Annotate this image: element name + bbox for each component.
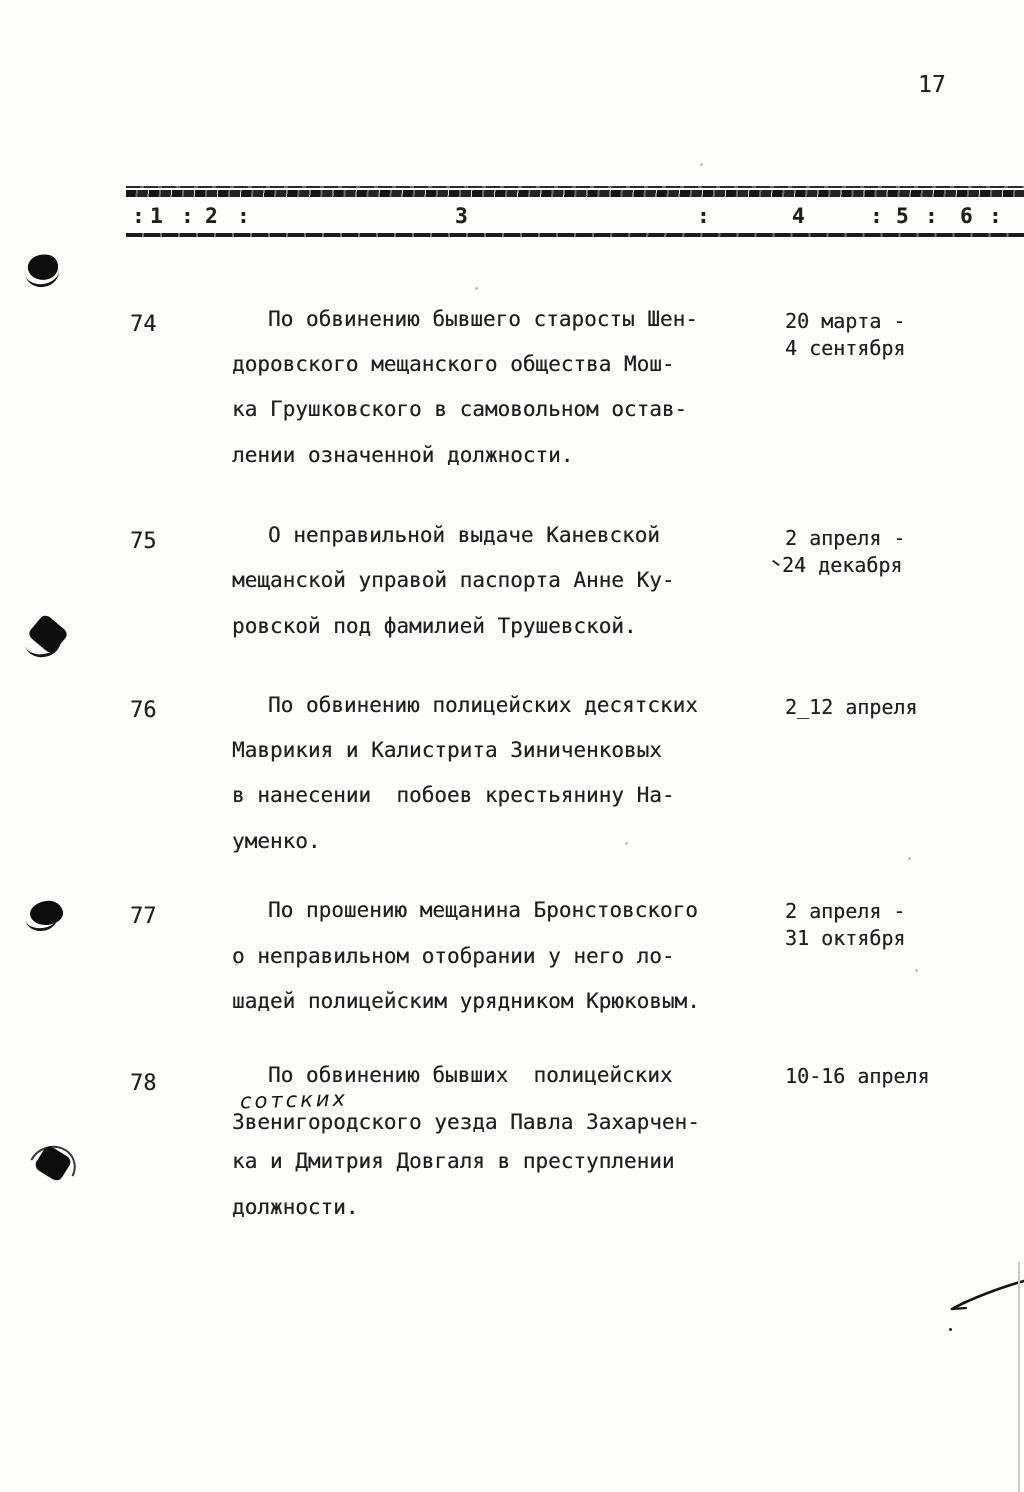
column-separator: : [181, 204, 194, 228]
scan-speck [235, 963, 238, 966]
column-separator: : [870, 204, 883, 228]
entry-description-line: По прошению мещанина Бронстовского [268, 898, 698, 922]
entry-date-line: 4 сентября [785, 336, 906, 360]
entry-description-line: шадей полицейским урядником Крюковым. [232, 989, 700, 1013]
entry-description-line: доровского мещанского общества Мош- [232, 352, 675, 376]
entry-description-line: ровской под фамилией Трушевской. [232, 614, 637, 638]
entry-date-line: 31 октября [785, 926, 906, 950]
entry-description-line: лении означенной должности. [232, 443, 574, 467]
entry-description-line: уменко. [232, 829, 321, 853]
entry-description-line: ка Грушковского в самовольном остав- [232, 397, 688, 421]
column-header-6: 6 [960, 204, 973, 228]
entry-description-line: Звенигородского уезда Павла Захарчен- [232, 1110, 700, 1134]
entry-description-line: должности. [232, 1195, 359, 1219]
entry-description-line: О неправильной выдаче Каневской [268, 523, 660, 547]
scan-speck [908, 857, 911, 860]
column-separator: : [925, 204, 938, 228]
column-separator: : [697, 204, 710, 228]
entry-description-line: в нанесении побоев крестьянину На- [232, 783, 675, 807]
table-header-rule-top-thick [126, 190, 1024, 197]
page-number: 17 [918, 72, 946, 98]
entry-date-line: 2 апреля - [785, 526, 906, 550]
column-header-2: 2 [205, 204, 218, 228]
entry-number: 78 [130, 1071, 157, 1096]
entry-description-line: По обвинению полицейских десятских [268, 693, 698, 717]
entry-date-line: 24 декабря [782, 553, 903, 577]
column-header-4: 4 [792, 204, 805, 228]
table-header-rule-top-thin [126, 186, 1024, 188]
entry-number: 77 [130, 904, 157, 929]
entry-number: 74 [130, 312, 157, 337]
entry-description-line: ка и Дмитрия Довгаля в преступлении [232, 1149, 675, 1173]
ink-blob-tail [25, 639, 63, 660]
entry-description-line: мещанской управой паспорта Анне Ку- [232, 568, 675, 592]
entry-description-line: о неправильном отобрании у него ло- [232, 944, 675, 968]
table-header-rule-bottom [126, 233, 1024, 237]
pen-dot [949, 1328, 952, 1331]
scan-speck [625, 842, 628, 845]
entry-date-line: 2_12 апреля [785, 695, 918, 719]
pen-stroke-arrow [944, 1272, 1024, 1322]
entry-date-line: 10-16 апреля [785, 1064, 930, 1088]
entry-description-line: По обвинению бывших полицейских [268, 1063, 673, 1087]
entry-description-line: Маврикия и Калистрита Зиниченковых [232, 738, 662, 762]
scan-speck [475, 287, 478, 290]
ink-blob-tail [25, 916, 58, 932]
column-separator: : [132, 204, 145, 228]
column-separator: : [237, 204, 250, 228]
column-header-1: 1 [150, 204, 163, 228]
column-separator: : [989, 204, 1002, 228]
entry-description-line: По обвинению бывшего старосты Шен- [268, 307, 698, 331]
entry-number: 76 [130, 698, 157, 723]
scan-speck [700, 163, 703, 166]
stray-pen-tick [772, 560, 780, 566]
entry-date-line: 20 марта - [785, 309, 906, 333]
handwritten-annotation: сотских [239, 1086, 349, 1114]
ink-blob-tail [25, 270, 61, 290]
column-header-5: 5 [896, 204, 909, 228]
column-header-3: 3 [455, 204, 468, 228]
scan-edge-line [1018, 1262, 1020, 1492]
scan-speck [915, 969, 918, 972]
entry-date-line: 2 апреля - [785, 899, 906, 923]
entry-number: 75 [130, 529, 157, 554]
